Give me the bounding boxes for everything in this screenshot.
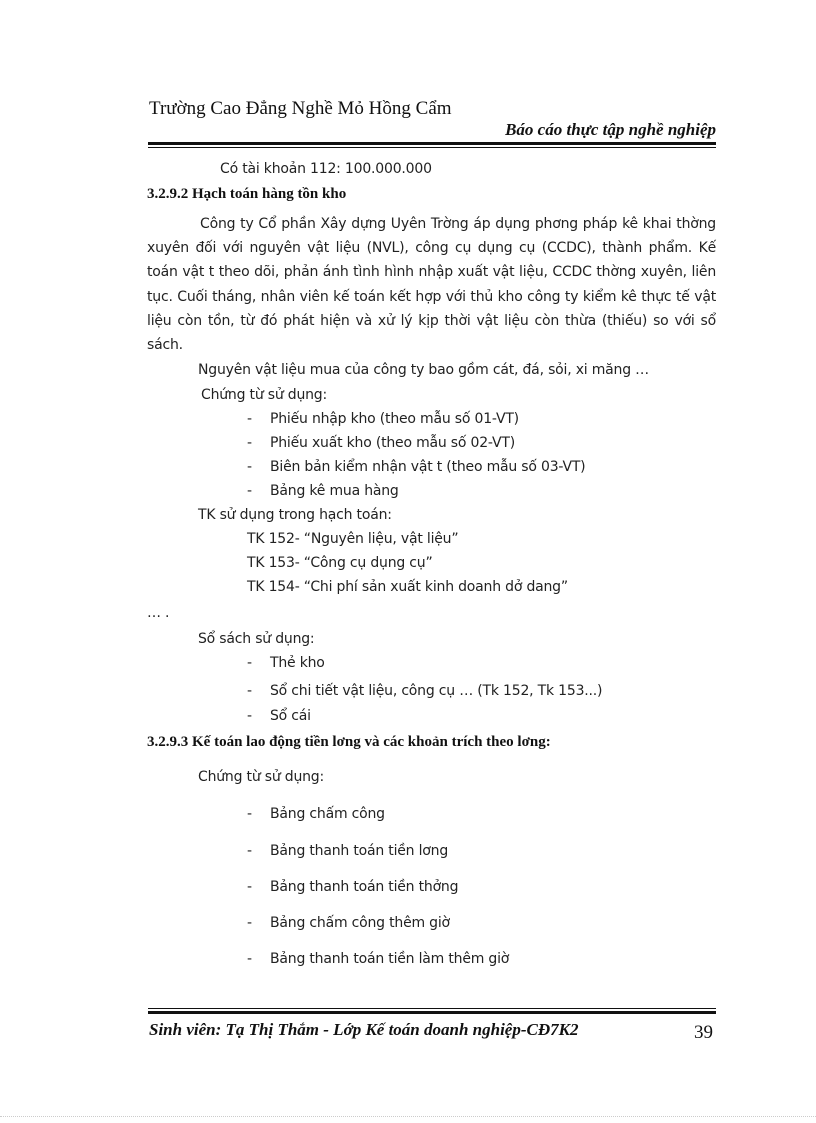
account-line: Có tài khoản 112: 100.000.000 — [220, 161, 432, 177]
list-item: Sổ chi tiết vật liệu, công cụ … (Tk 152, Tk 153...) — [270, 683, 603, 699]
materials-line: Nguyên vật liệu mua của công ty bao gồm cát, đá, sỏi, xi măng … — [198, 362, 649, 378]
books-label: Sổ sách sử dụng: — [198, 631, 315, 647]
list-bullet: - — [247, 806, 252, 822]
list-item: Sổ cái — [270, 708, 311, 724]
list-bullet: - — [247, 708, 252, 724]
list-item: Phiếu xuất kho (theo mẫu số 02-VT) — [270, 435, 515, 451]
list-item: Bảng thanh toán tiền thởng — [270, 879, 459, 895]
section-heading-payroll: 3.2.9.3 Kế toán lao động tiền lơng và các khoản trích theo lơng: — [147, 734, 551, 750]
header-rule-thin — [148, 147, 716, 148]
list-item: Bảng thanh toán tiền làm thêm giờ — [270, 951, 510, 967]
page-number: 39 — [694, 1022, 713, 1043]
list-item: Bảng chấm công thêm giờ — [270, 915, 450, 931]
inventory-paragraph — [147, 212, 716, 357]
accounts-label: TK sử dụng trong hạch toán: — [198, 507, 392, 523]
list-bullet: - — [247, 951, 252, 967]
header-rule-thick — [148, 142, 716, 145]
header-report-title: Báo cáo thực tập nghề nghiệp — [505, 120, 716, 139]
account-item: TK 154- “Chi phí sản xuất kinh doanh dở dang” — [247, 579, 568, 595]
list-item: Biên bản kiểm nhận vật t (theo mẫu số 03-VT) — [270, 459, 586, 475]
account-item: TK 152- “Nguyên liệu, vật liệu” — [247, 531, 459, 547]
section-heading-inventory: 3.2.9.2 Hạch toán hàng tồn kho — [147, 186, 347, 202]
list-bullet: - — [247, 411, 252, 427]
footer-student-info: Sinh viên: Tạ Thị Thắm - Lớp Kế toán doanh nghiệp-CĐ7K2 — [149, 1020, 579, 1039]
list-bullet: - — [247, 655, 252, 671]
list-item: Bảng thanh toán tiền lơng — [270, 843, 449, 859]
list-bullet: - — [247, 459, 252, 475]
list-bullet: - — [247, 843, 252, 859]
footer-rule-thin — [148, 1008, 716, 1009]
list-bullet: - — [247, 915, 252, 931]
payroll-docs-label: Chứng từ sử dụng: — [198, 769, 324, 785]
list-item: Phiếu nhập kho (theo mẫu số 01-VT) — [270, 411, 519, 427]
page-edge — [0, 1116, 816, 1117]
list-bullet: - — [247, 483, 252, 499]
footer-rule-thick — [148, 1011, 716, 1014]
inventory-paragraph-text: Công ty Cổ phần Xây dựng Uyên Trờng áp dụng phơng pháp kê khai thờng xuyên đối với nguyên vật liệu (NVL), công cụ dụng cụ (CCDC), thành phẩm. Kế toán vật t theo dõi, phản ánh tình hình nhập xuất vật liệu, CCDC thờng xuyên, liên tục. Cuối tháng, nhân viên kế toán kết hợp với thủ kho công ty kiểm kê thực tế vật liệu còn tồn, từ đó phát hiện và xử lý kịp thời vật liệu còn thừa (thiếu) so với sổ sách. — [147, 216, 716, 354]
account-item: TK 153- “Công cụ dụng cụ” — [247, 555, 433, 571]
list-bullet: - — [247, 879, 252, 895]
list-bullet: - — [247, 683, 252, 699]
list-item: Bảng kê mua hàng — [270, 483, 399, 499]
list-item: Bảng chấm công — [270, 806, 385, 822]
ellipsis-line: … . — [147, 605, 170, 621]
docs-label: Chứng từ sử dụng: — [201, 387, 327, 403]
list-item: Thẻ kho — [270, 655, 325, 671]
list-bullet: - — [247, 435, 252, 451]
header-school-name: Trường Cao Đẳng Nghề Mỏ Hồng Cẩm — [149, 98, 452, 119]
